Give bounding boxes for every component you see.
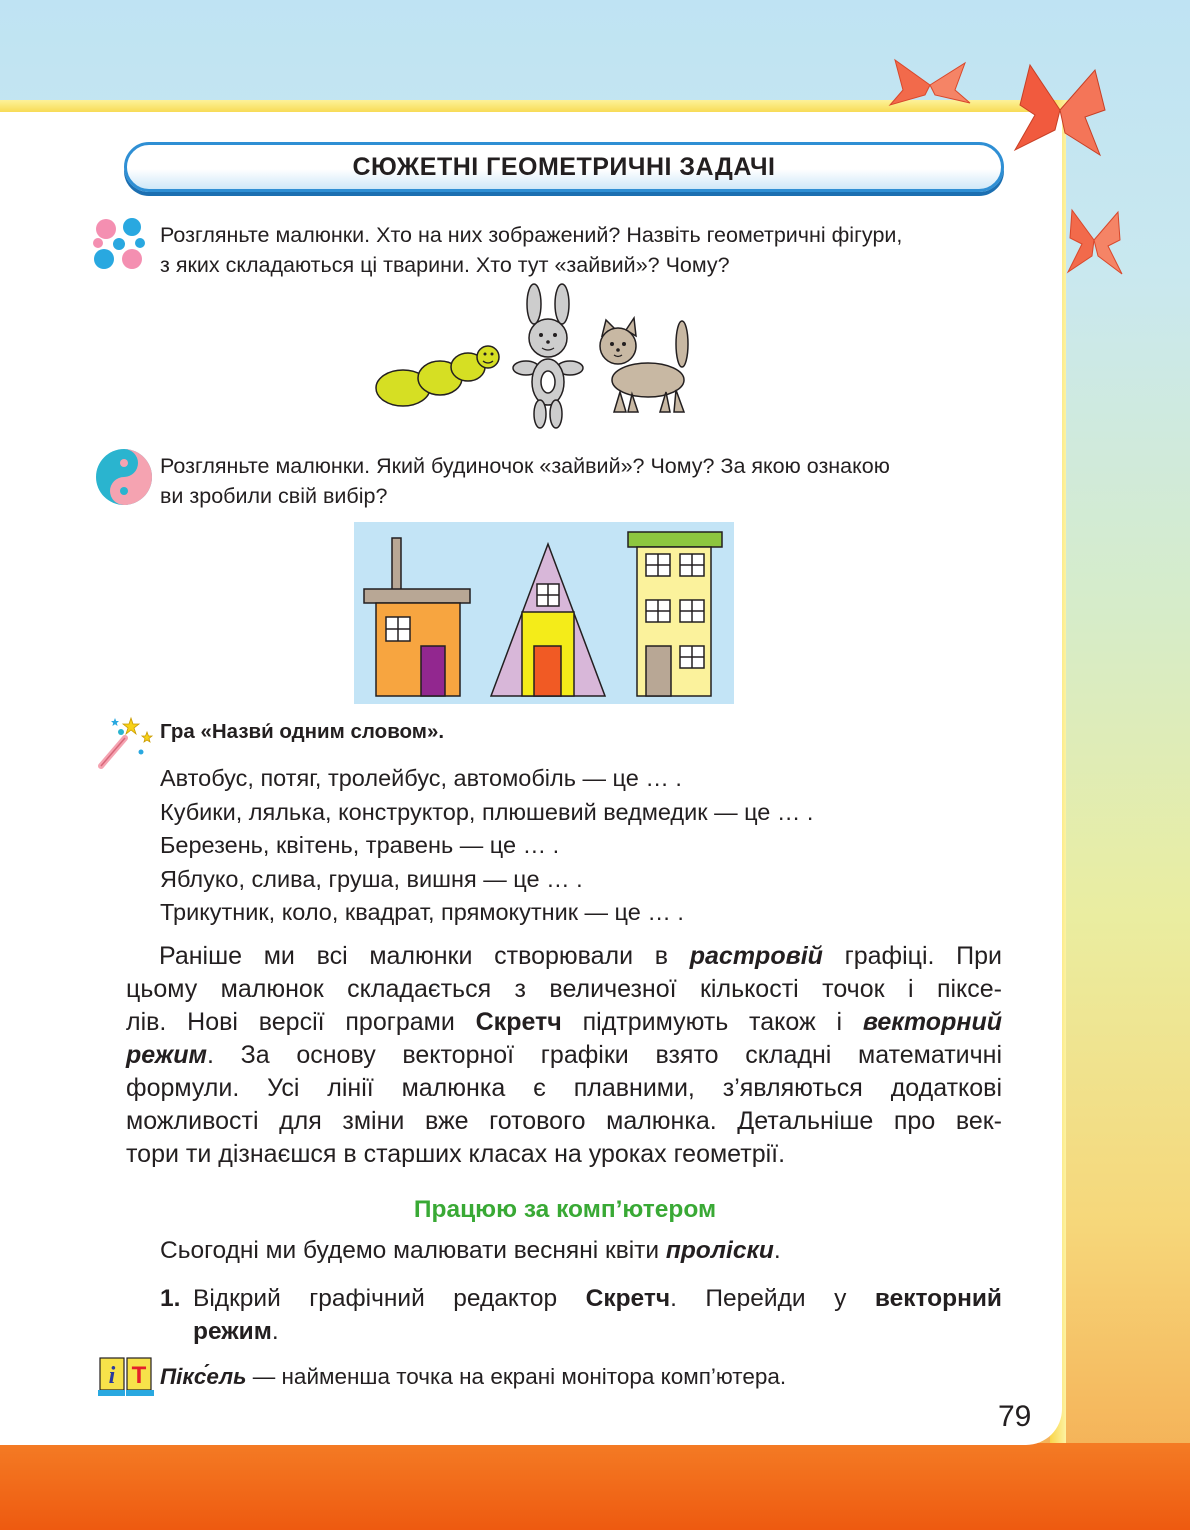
butterfly-icon bbox=[1062, 200, 1126, 280]
task2-line: Розгляньте малюнки. Який будиночок «зайвий»? Чому? За якою ознакою bbox=[160, 454, 890, 478]
title-banner bbox=[124, 142, 1004, 192]
list-item: Яблуко, слива, груша, вишня — це … . bbox=[160, 865, 583, 892]
butterfly-icon bbox=[885, 55, 975, 110]
paragraph-line: лів. Нові версії програми Скретч підтримують також і векторний bbox=[126, 1008, 1002, 1036]
task2-line: ви зробили свій вибір? bbox=[160, 484, 388, 508]
game-title: Гра «Назви́ одним словом». bbox=[160, 720, 445, 743]
term-raster: растровій bbox=[689, 942, 823, 970]
task1-line: Розгляньте малюнки. Хто на них зображений? Назвіть геометричні фігури, bbox=[160, 223, 903, 247]
info-icon-letter: i bbox=[108, 1363, 116, 1389]
term-mode: режим bbox=[126, 1041, 208, 1069]
body-paragraph bbox=[126, 940, 1002, 1171]
step-1 bbox=[160, 1282, 1002, 1348]
task2-text bbox=[160, 451, 890, 511]
list-item: Трикутник, коло, квадрат, прямокутник — це … . bbox=[160, 899, 684, 925]
term-snowdrops: проліски bbox=[665, 1237, 774, 1264]
step-line: режим. bbox=[193, 1318, 279, 1345]
list-item: Кубики, лялька, конструктор, плюшевий ведмедик — це … . bbox=[160, 798, 814, 825]
magic-wand-icon bbox=[95, 712, 155, 770]
term-scratch: Скретч bbox=[475, 1008, 562, 1036]
houses-figure bbox=[354, 522, 734, 704]
term-pixel: Пікс́ель bbox=[160, 1364, 247, 1389]
info-book-icon bbox=[97, 1356, 155, 1398]
paragraph-line: режим. За основу векторної графіки взято складні математичні bbox=[126, 1041, 1002, 1069]
balloon-icon bbox=[95, 448, 153, 506]
page-number: 79 bbox=[998, 1400, 1032, 1433]
animals-figure bbox=[370, 282, 700, 434]
page-title: СЮЖЕТНІ ГЕОМЕТРИЧНІ ЗАДАЧІ bbox=[352, 152, 776, 181]
section-heading: Працюю за комп’ютером bbox=[413, 1196, 717, 1223]
intro-sentence: Сьогодні ми будемо малювати весняні квіти проліски. bbox=[160, 1237, 781, 1264]
task1-text bbox=[160, 220, 902, 280]
paragraph-line: тори ти дізнаєшся в старших класах на уроках геометрії. bbox=[126, 1140, 786, 1168]
paragraph-line: цьому малюнок складається з величезної кількості точок і піксе- bbox=[126, 975, 1002, 1003]
list-item: Автобус, потяг, тролейбус, автомобіль — це … . bbox=[160, 765, 682, 791]
list-item: Березень, квітень, травень — це … . bbox=[160, 832, 560, 858]
task1-line: з яких складаються ці тварини. Хто тут «зайвий»? Чому? bbox=[160, 253, 730, 277]
puzzle-pieces-icon bbox=[92, 215, 148, 273]
paragraph-line: формули. Усі лінії малюнка є плавними, з’являються додаткові bbox=[126, 1074, 1002, 1102]
butterfly-icon bbox=[1010, 55, 1110, 165]
term-vector: векторний bbox=[862, 1008, 1002, 1036]
info-definition: Пікс́ель — найменша точка на екрані монітора комп’ютера. bbox=[160, 1364, 787, 1389]
paragraph-line: можливості для зміни вже готового малюнка. Детальніше про век- bbox=[126, 1107, 1002, 1135]
step-line: 1. Відкрий графічний редактор Скретч. Перейди у векторний bbox=[160, 1282, 1002, 1315]
paragraph-line: Раніше ми всі малюнки створювали в растровій графіці. При bbox=[159, 942, 1002, 970]
bottom-decorative-band bbox=[0, 1443, 1190, 1530]
step-number: 1. bbox=[160, 1285, 181, 1312]
game-list bbox=[160, 762, 813, 930]
info-icon-letter: T bbox=[131, 1362, 147, 1389]
